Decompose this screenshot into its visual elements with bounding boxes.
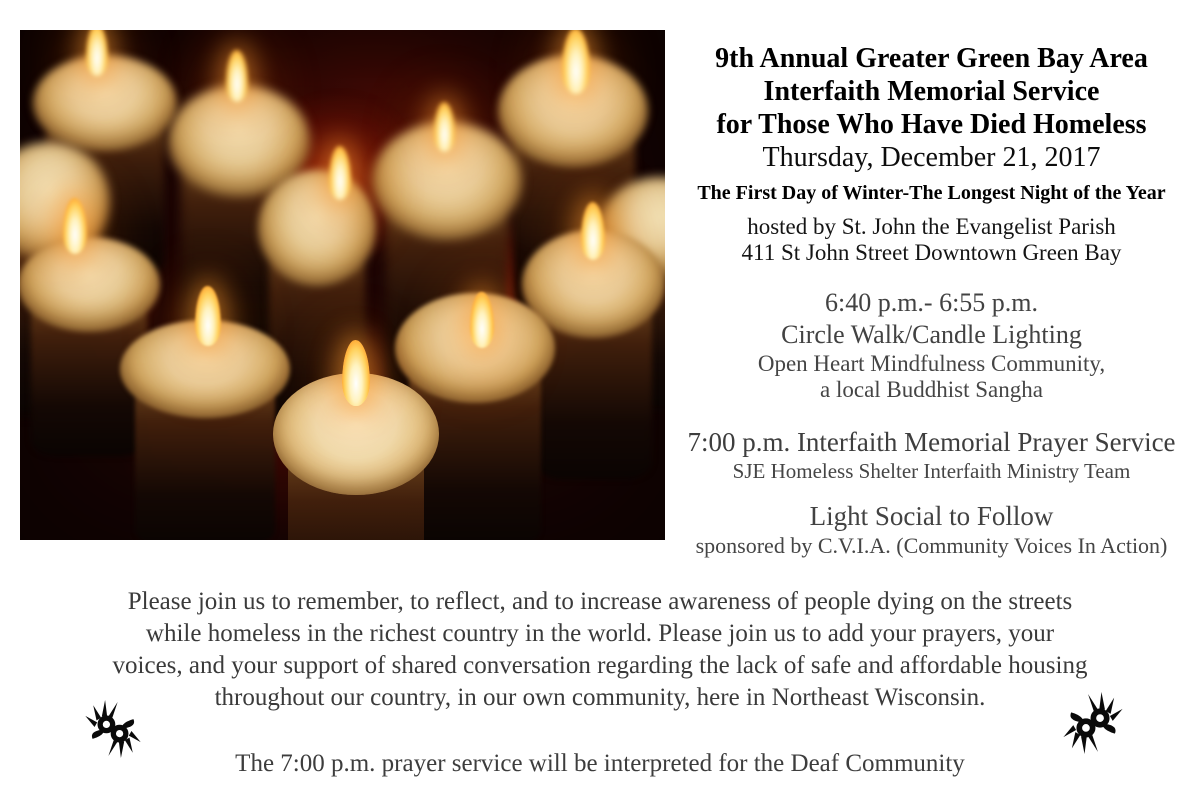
event-title-line3: for Those Who Have Died Homeless	[716, 109, 1147, 140]
candle-walk-org1: Open Heart Mindfulness Community,	[757, 351, 1106, 376]
prayer-service-line: 7:00 p.m. Interfaith Memorial Prayer Service	[687, 427, 1176, 457]
candle-walk-time: 6:40 p.m.- 6:55 p.m.	[824, 288, 1039, 317]
paragraph-line: throughout our country, in our own community, here in Northeast Wisconsin.	[214, 684, 986, 711]
event-date: Thursday, December 21, 2017	[762, 142, 1101, 173]
candle	[20, 237, 160, 332]
paragraph-line: voices, and your support of shared conversation regarding the lack of safe and affordable housing	[112, 652, 1088, 679]
candle-flame	[329, 146, 352, 200]
candle-flame	[342, 340, 370, 406]
candle-flame	[434, 102, 455, 152]
candle-flame	[226, 50, 248, 102]
candle-walk-title: Circle Walk/Candle Lighting	[781, 320, 1082, 349]
candle-walk-org2: a local Buddhist Sangha	[820, 377, 1043, 402]
invitation-paragraph	[0, 586, 1200, 714]
candle-walk-block	[665, 287, 1198, 403]
sign-language-interpreter-icon-right	[1056, 692, 1130, 754]
host-address: 411 St John Street Downtown Green Bay	[741, 240, 1122, 265]
social-block	[665, 501, 1198, 559]
event-title-line2: Interfaith Memorial Service	[763, 76, 1100, 107]
social-sponsor: sponsored by C.V.I.A. (Community Voices In Action)	[695, 533, 1168, 558]
event-details	[665, 42, 1198, 559]
candle-flame	[86, 30, 108, 76]
candles-photo	[20, 30, 665, 540]
event-subtitle: The First Day of Winter-The Longest Night of the Year	[697, 182, 1166, 204]
event-title-line1: 9th Annual Greater Green Bay Area	[715, 43, 1148, 74]
paragraph-line: Please join us to remember, to reflect, and to increase awareness of people dying on the streets	[127, 588, 1073, 615]
deaf-interpretation-note: The 7:00 p.m. prayer service will be interpreted for the Deaf Community	[235, 750, 965, 777]
host-line: hosted by St. John the Evangelist Parish	[747, 214, 1116, 239]
paragraph-line: while homeless in the richest country in the world. Please join us to add your prayers, your	[145, 620, 1055, 647]
social-line: Light Social to Follow	[809, 501, 1054, 531]
candle	[258, 170, 376, 286]
prayer-service-block	[665, 426, 1198, 484]
prayer-service-org: SJE Homeless Shelter Interfaith Ministry Team	[732, 459, 1131, 483]
candle-flame	[562, 30, 590, 94]
